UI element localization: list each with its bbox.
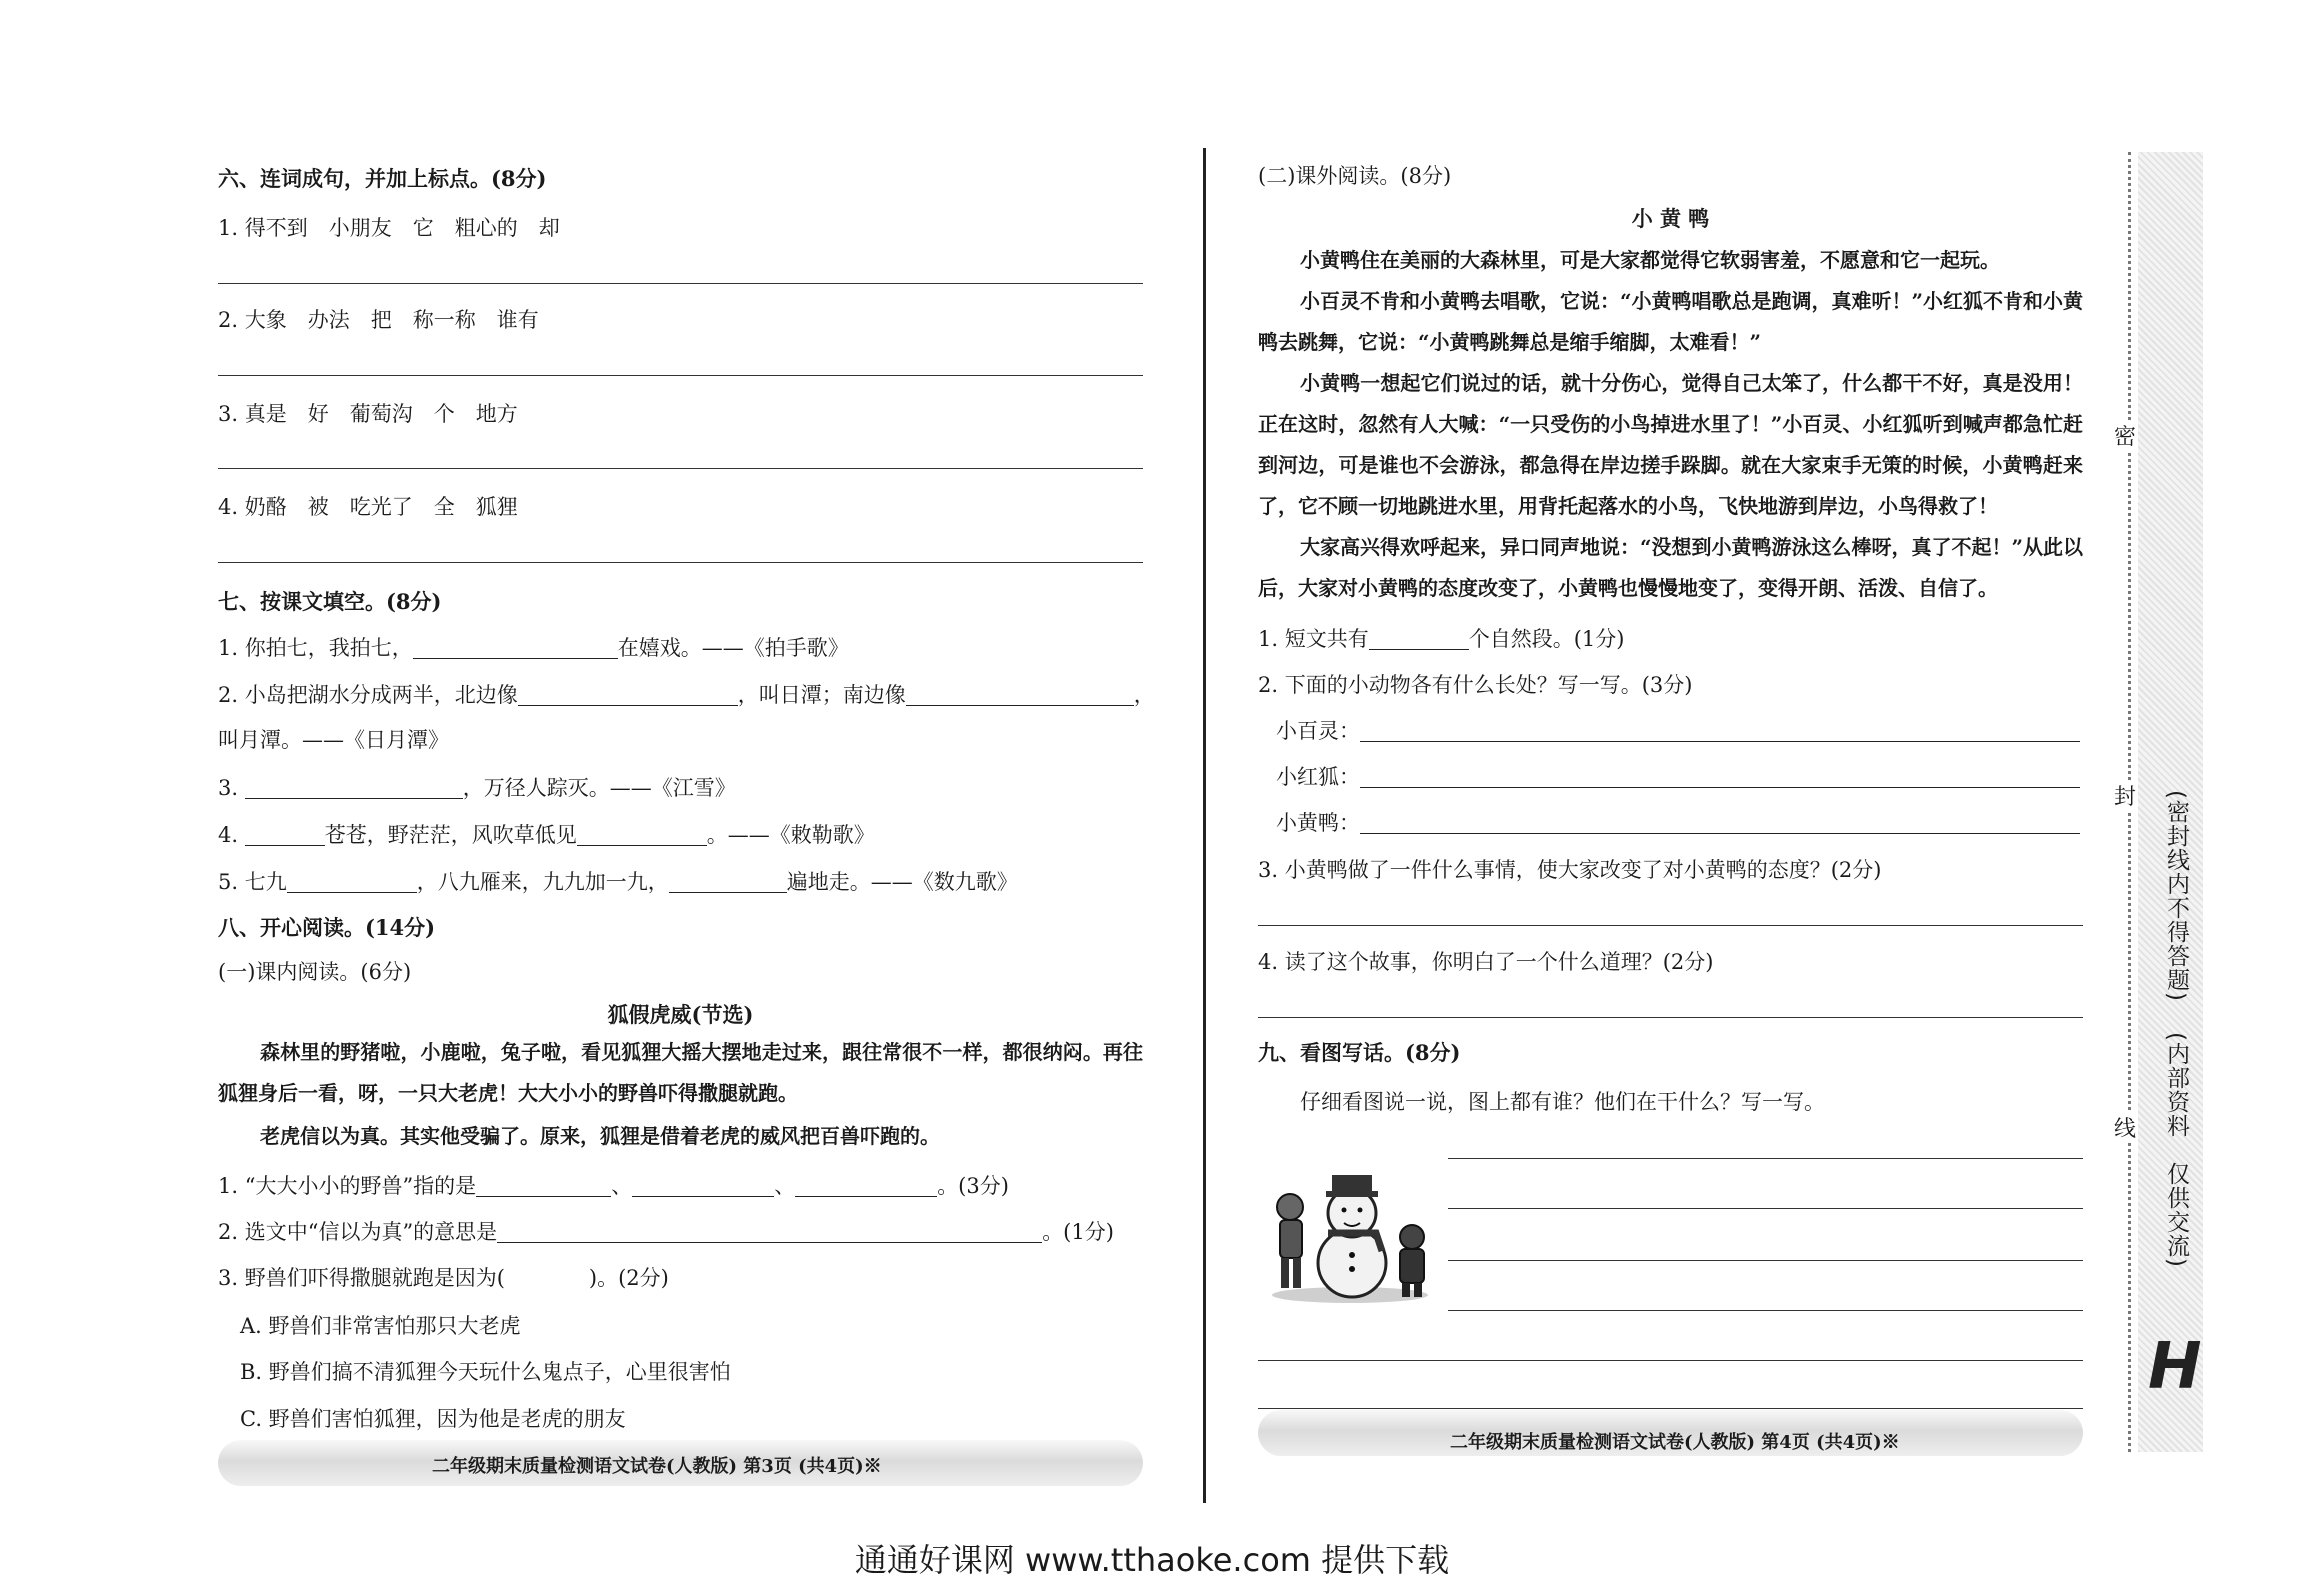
text: 2. 选文中“信以为真”的意思是 <box>218 1220 498 1244</box>
section-6-title: 六、连词成句，并加上标点。(8分) <box>218 166 547 191</box>
internal-note: (内部资料 仅供交流) <box>2163 1032 2189 1268</box>
text: 、 <box>774 1174 796 1198</box>
text: 1. 你拍七，我拍七， <box>218 636 413 660</box>
q2-label-bailing <box>1276 717 2080 745</box>
text: 。——《敕勒歌》 <box>706 823 875 847</box>
q2-label-huangya <box>1276 809 2080 837</box>
blank[interactable] <box>518 683 738 706</box>
page-footer: 二年级期末质量检测语文试卷(人教版) 第4页 (共4页)※ <box>1450 1432 1900 1453</box>
text: 小黄鸭： <box>1276 811 1360 835</box>
section-9-title: 九、看图写话。(8分) <box>1258 1040 1461 1065</box>
q1 <box>1258 625 1624 653</box>
story-paragraph-2: 老虎信以为真。其实他受骗了。原来，狐狸是借着老虎的威风把百兽吓跑的。 <box>260 1124 940 1148</box>
text: 苍苍，野茫茫，风吹草低见 <box>324 823 577 847</box>
answer-line[interactable] <box>1258 925 2083 926</box>
s8-q2 <box>218 1218 1114 1246</box>
logo-mark: H <box>2148 1330 2202 1404</box>
text: 遍地走。——《数九歌》 <box>786 870 1018 894</box>
section-8-title: 八、开心阅读。(14分) <box>218 915 436 940</box>
seal-char-xian: 线 <box>2114 1112 2136 1143</box>
text: ，万径人踪灭。——《江雪》 <box>462 776 736 800</box>
s6-item-2: 2. 大象 办法 把 称一称 谁有 <box>218 308 539 332</box>
s7-item-2 <box>218 681 1155 709</box>
writing-line[interactable] <box>1258 1408 2083 1409</box>
text: 、 <box>611 1174 633 1198</box>
subsection-title: (二)课外阅读。(8分) <box>1258 164 1452 188</box>
text: 。(1分) <box>1042 1220 1114 1244</box>
story-title: 小 黄 鸭 <box>1631 206 1710 231</box>
s6-item-4: 4. 奶酪 被 吃光了 全 狐狸 <box>218 495 518 519</box>
blank[interactable] <box>1369 627 1469 650</box>
s7-item-3 <box>218 774 736 802</box>
answer-line[interactable] <box>218 375 1143 376</box>
text: 在嬉戏。——《拍手歌》 <box>617 636 849 660</box>
answer-line[interactable] <box>1258 1017 2083 1018</box>
blank[interactable] <box>245 823 325 846</box>
seal-char-mi: 密 <box>2114 420 2136 451</box>
text: 1. 短文共有 <box>1258 627 1369 651</box>
s7-item-2-cont: 叫月潭。——《日月潭》 <box>218 728 449 752</box>
blank[interactable] <box>795 1174 937 1197</box>
text: 。(3分) <box>937 1174 1009 1198</box>
text: 2. 小岛把湖水分成两半，北边像 <box>218 683 518 707</box>
text: 小百灵： <box>1276 719 1360 743</box>
blank[interactable] <box>906 683 1134 706</box>
story-paragraph-1: 森林里的野猪啦，小鹿啦，兔子啦，看见狐狸大摇大摆地走过来，跟往常很不一样，都很纳闷。再往狐狸身后一看，呀，一只大老虎！大大小小的野兽吓得撒腿就跑。 <box>218 1040 1143 1105</box>
story-paragraph-2: 小百灵不肯和小黄鸭去唱歌，它说：“小黄鸭唱歌总是跑调，真难听！”小红狐不肯和小黄鸭去跳舞，它说：“小黄鸭跳舞总是缩手缩脚，太难看！” <box>1258 289 2084 354</box>
text: 个自然段。(1分) <box>1468 627 1625 651</box>
blank[interactable] <box>287 870 417 893</box>
answer-line[interactable] <box>218 283 1143 284</box>
option-b[interactable]: B. 野兽们搞不清狐狸今天玩什么鬼点子，心里很害怕 <box>240 1360 731 1384</box>
writing-line[interactable] <box>1448 1158 2083 1159</box>
blank[interactable] <box>669 870 787 893</box>
q2: 2. 下面的小动物各有什么长处？写一写。(3分) <box>1258 673 1693 697</box>
writing-line[interactable] <box>1448 1208 2083 1209</box>
s8-q1 <box>218 1172 1009 1200</box>
q4: 4. 读了这个故事，你明白了一个什么道理？(2分) <box>1258 950 1714 974</box>
option-c[interactable]: C. 野兽们害怕狐狸，因为他是老虎的朋友 <box>240 1407 626 1431</box>
page-footer: 二年级期末质量检测语文试卷(人教版) 第3页 (共4页)※ <box>432 1456 882 1477</box>
story-title: 狐假虎威(节选) <box>607 1002 754 1027</box>
seal-char-feng: 封 <box>2114 780 2136 811</box>
text: ，叫日潭；南边像 <box>737 683 906 707</box>
s7-item-5 <box>218 868 1018 896</box>
text: 5. 七九 <box>218 870 287 894</box>
story-paragraph-4: 大家高兴得欢呼起来，异口同声地说：“没想到小黄鸭游泳这么棒呀，真了不起！”从此以后，大家对小黄鸭的态度改变了，小黄鸭也慢慢地变了，变得开朗、活泼、自信了。 <box>1258 535 2084 600</box>
blank[interactable] <box>476 1174 611 1197</box>
story-paragraph-1: 小黄鸭住在美丽的大森林里，可是大家都觉得它软弱害羞，不愿意和它一起玩。 <box>1300 248 2000 272</box>
answer-line[interactable] <box>218 562 1143 563</box>
blank[interactable] <box>632 1174 774 1197</box>
s7-item-4 <box>218 821 875 849</box>
blank[interactable] <box>577 823 707 846</box>
text: 4. <box>218 823 245 847</box>
s8-q3: 3. 野兽们吓得撒腿就跑是因为( )。(2分) <box>218 1266 669 1290</box>
download-credit: 通通好课网 www.tthaoke.com 提供下载 <box>854 1541 1450 1579</box>
blank[interactable] <box>245 776 463 799</box>
text: ，八九雁来，九九加一九， <box>416 870 669 894</box>
s6-item-3: 3. 真是 好 葡萄沟 个 地方 <box>218 402 518 426</box>
text: 1. “大大小小的野兽”指的是 <box>218 1174 477 1198</box>
seal-note: (密封线内不得答题) <box>2163 790 2189 1002</box>
writing-line[interactable] <box>1448 1310 2083 1311</box>
s7-item-1 <box>218 634 849 662</box>
text: 3. <box>218 776 245 800</box>
answer-line[interactable] <box>1360 811 2080 834</box>
s8-subtitle: (一)课内阅读。(6分) <box>218 960 412 984</box>
page-divider <box>1203 148 1206 1503</box>
text: ， <box>1133 683 1155 707</box>
blank[interactable] <box>413 636 618 659</box>
section-7-title: 七、按课文填空。(8分) <box>218 589 442 614</box>
blank[interactable] <box>497 1220 1042 1243</box>
s6-item-1: 1. 得不到 小朋友 它 粗心的 却 <box>218 216 560 240</box>
answer-line[interactable] <box>218 468 1143 469</box>
snowman-picture <box>1270 1155 1430 1305</box>
s9-prompt: 仔细看图说一说，图上都有谁？他们在干什么？写一写。 <box>1300 1090 1825 1114</box>
writing-line[interactable] <box>1258 1360 2083 1361</box>
writing-line[interactable] <box>1448 1260 2083 1261</box>
q3: 3. 小黄鸭做了一件什么事情，使大家改变了对小黄鸭的态度？(2分) <box>1258 858 1882 882</box>
story-paragraph-3: 小黄鸭一想起它们说过的话，就十分伤心，觉得自己太笨了，什么都干不好，真是没用！正在这时，忽然有人大喊：“一只受伤的小鸟掉进水里了！”小百灵、小红狐听到喊声都急忙赶到河边，可是谁也不会游泳，都急得在岸边搓手跺脚。就在大家束手无策的时候，小黄鸭赶来了，它不顾一切地跳进水里，用背托起落水的小鸟，飞快地游到岸边，小鸟得救了！ <box>1258 371 2083 518</box>
q2-label-honghu <box>1276 763 2080 791</box>
text: 小红狐： <box>1276 765 1360 789</box>
answer-line[interactable] <box>1360 765 2080 788</box>
answer-line[interactable] <box>1360 719 2080 742</box>
option-a[interactable]: A. 野兽们非常害怕那只大老虎 <box>240 1314 521 1338</box>
